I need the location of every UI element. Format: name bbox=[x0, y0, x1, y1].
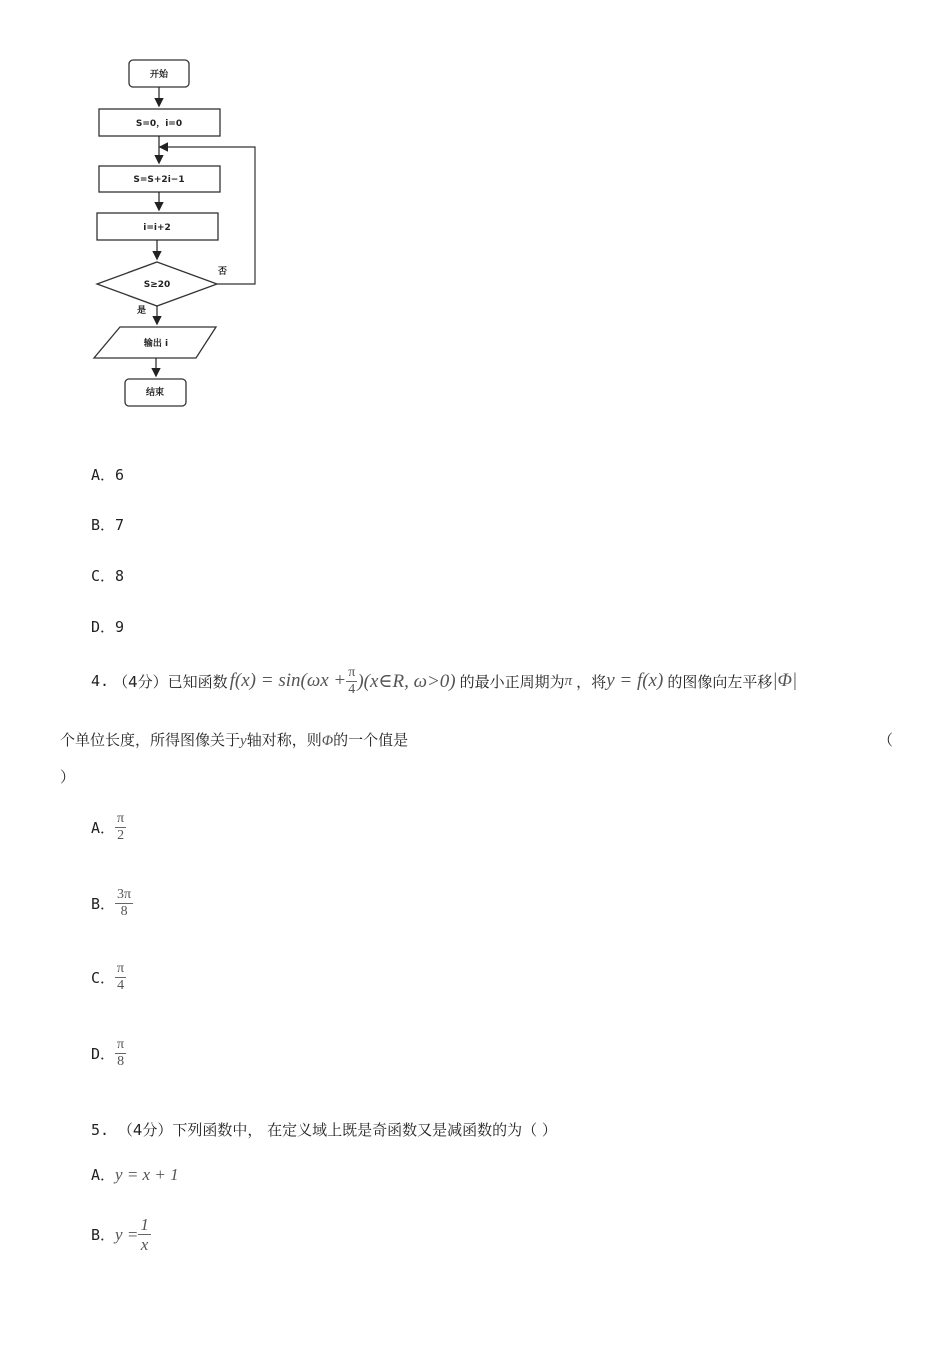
option-letter: A． bbox=[91, 1166, 116, 1184]
q5-option-b[interactable] bbox=[91, 1216, 151, 1253]
q4-formula-fraction bbox=[346, 666, 357, 697]
flowchart-update-s-label: S=S+2i−1 bbox=[133, 175, 185, 185]
q5-option-a[interactable] bbox=[91, 1164, 179, 1185]
q4-text7: 的一个值是 bbox=[333, 731, 409, 749]
q4-paren-open: （ bbox=[878, 731, 894, 749]
flowchart-output-label: 输出 i bbox=[143, 339, 169, 349]
fraction-numerator: π bbox=[348, 664, 356, 680]
option-letter: B． bbox=[91, 1226, 116, 1244]
q4-stem-line2 bbox=[60, 729, 408, 750]
q4-option-a[interactable] bbox=[91, 812, 126, 843]
fraction-denominator: 2 bbox=[117, 828, 125, 843]
fraction-numerator: π bbox=[117, 811, 125, 826]
q4-phi-abs: |Φ| bbox=[772, 670, 798, 691]
fraction-numerator: π bbox=[117, 1037, 125, 1052]
fraction-denominator: x bbox=[140, 1235, 149, 1254]
option-formula-prefix: y = bbox=[115, 1224, 139, 1244]
fraction-denominator: 8 bbox=[117, 1054, 125, 1069]
q4-text4: 的图像向左平移 bbox=[667, 672, 773, 691]
fraction-numerator: 3π bbox=[117, 887, 132, 902]
q4-option-d[interactable] bbox=[91, 1038, 126, 1069]
fraction-denominator: 8 bbox=[120, 904, 128, 919]
flowchart-init-label: S=0，i=0 bbox=[135, 119, 183, 129]
flowchart-condition-label: S≥20 bbox=[143, 280, 171, 290]
fraction-denominator: 4 bbox=[117, 978, 125, 993]
option-fraction bbox=[115, 888, 133, 919]
q3-option-c[interactable] bbox=[91, 565, 124, 586]
q4-option-b[interactable] bbox=[91, 888, 133, 919]
q5-number: 5. bbox=[91, 1121, 110, 1139]
option-letter: A． bbox=[91, 819, 116, 837]
option-text: 8 bbox=[115, 567, 125, 585]
flowchart-update-i-label: i=i+2 bbox=[143, 223, 171, 233]
q5-stem bbox=[91, 1119, 557, 1140]
fraction-denominator: 4 bbox=[348, 681, 356, 697]
option-letter: C． bbox=[91, 567, 116, 585]
option-letter: D． bbox=[91, 1045, 116, 1063]
q4-phi: Φ bbox=[321, 733, 334, 749]
q4-text5: 个单位长度，所得图像关于 bbox=[60, 731, 241, 749]
option-letter: D． bbox=[91, 618, 116, 636]
option-text: 6 bbox=[115, 466, 125, 484]
option-fraction bbox=[115, 812, 126, 843]
q4-formula-tail: )(x∈R, ω>0) bbox=[357, 670, 456, 692]
q4-period: π bbox=[564, 672, 573, 689]
flowchart-start-label: 开始 bbox=[149, 70, 169, 80]
q4-formula-y: y = f(x) bbox=[606, 670, 664, 691]
option-text: 7 bbox=[115, 516, 125, 534]
q4-number: 4. bbox=[91, 672, 110, 690]
q5-score: （4分） bbox=[117, 1121, 173, 1139]
option-formula: y = x + 1 bbox=[115, 1164, 179, 1184]
option-text: 9 bbox=[115, 618, 125, 636]
option-fraction bbox=[115, 962, 126, 993]
flowchart bbox=[90, 55, 280, 415]
flowchart-no-label: 否 bbox=[218, 267, 228, 277]
fraction-numerator: 1 bbox=[140, 1215, 149, 1234]
q5-text: 下列函数中， 在定义域上既是奇函数又是减函数的为（ ） bbox=[172, 1121, 557, 1139]
q4-y-axis: y bbox=[240, 733, 247, 749]
option-fraction bbox=[138, 1216, 151, 1253]
q4-paren-close: ） bbox=[60, 768, 76, 786]
option-fraction bbox=[115, 1038, 126, 1069]
q4-text6: 轴对称，则 bbox=[246, 731, 322, 749]
option-letter: B． bbox=[91, 895, 116, 913]
fraction-numerator: π bbox=[117, 961, 125, 976]
q4-text3: ，将 bbox=[576, 672, 607, 691]
option-letter: A． bbox=[91, 466, 116, 484]
q4-text1: 已知函数 bbox=[167, 672, 228, 691]
q3-option-d[interactable] bbox=[91, 616, 124, 637]
q4-text2: 的最小正周期为 bbox=[459, 672, 565, 691]
flowchart-end-label: 结束 bbox=[145, 388, 165, 398]
option-letter: C． bbox=[91, 969, 116, 987]
option-letter: B． bbox=[91, 516, 116, 534]
flowchart-yes-label: 是 bbox=[137, 306, 147, 316]
q3-option-b[interactable] bbox=[91, 514, 124, 535]
q4-score: （4分） bbox=[113, 672, 168, 691]
q4-option-c[interactable] bbox=[91, 962, 126, 993]
q3-option-a[interactable] bbox=[91, 464, 124, 485]
q4-stem-line1 bbox=[91, 662, 797, 700]
q4-formula-f: f(x) = sin(ωx + bbox=[229, 670, 347, 691]
